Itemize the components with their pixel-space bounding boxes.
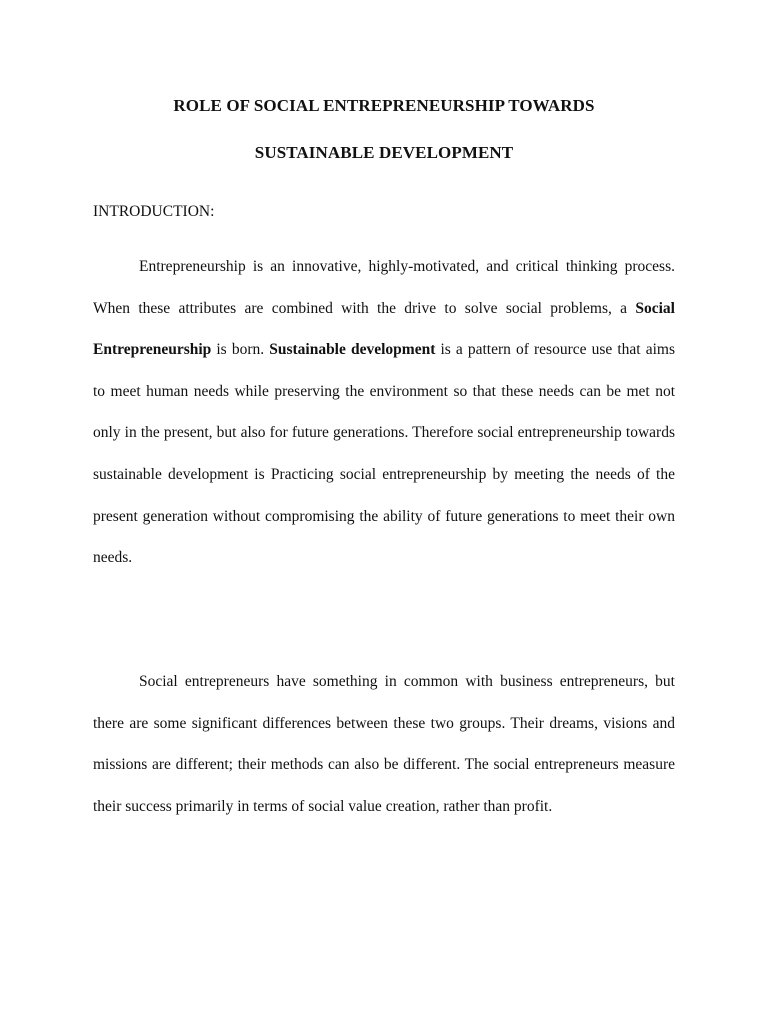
paragraph-1 [93, 246, 675, 579]
term-sustainable-development: Sustainable development [269, 341, 436, 359]
paragraph-1-text-b: is born. [211, 341, 270, 359]
document-title-line-1: ROLE OF SOCIAL ENTREPRENEURSHIP TOWARDS [173, 96, 595, 115]
document-title-line-2: SUSTAINABLE DEVELOPMENT [254, 143, 514, 162]
paragraph-1-text-c: is a pattern of resource use that aims to meet human needs while preserving the environment so that these needs can be met not only in the present, but also for future generations. Therefore social entrepreneurship towards sustainable development is Practicing social entrepreneurship by meeting the needs of the present generation without compromising the ability of future generations to meet their own needs. [93, 341, 675, 567]
term-social-entrepreneurship: Social Entrepreneurship [93, 299, 675, 359]
section-heading-introduction: INTRODUCTION: [93, 203, 215, 220]
paragraph-2: Social entrepreneurs have something in common with business entrepreneurs, but there are some significant differences between these two groups. Their dreams, visions and missions are different; their methods can also be different. The social entrepreneurs measure their success primarily in terms of social value creation, rather than profit. [93, 673, 675, 815]
paragraph-1-text-a: Entrepreneurship is an innovative, highly-motivated, and critical thinking process. When these attributes are combined with the drive to solve social problems, a [93, 258, 675, 317]
